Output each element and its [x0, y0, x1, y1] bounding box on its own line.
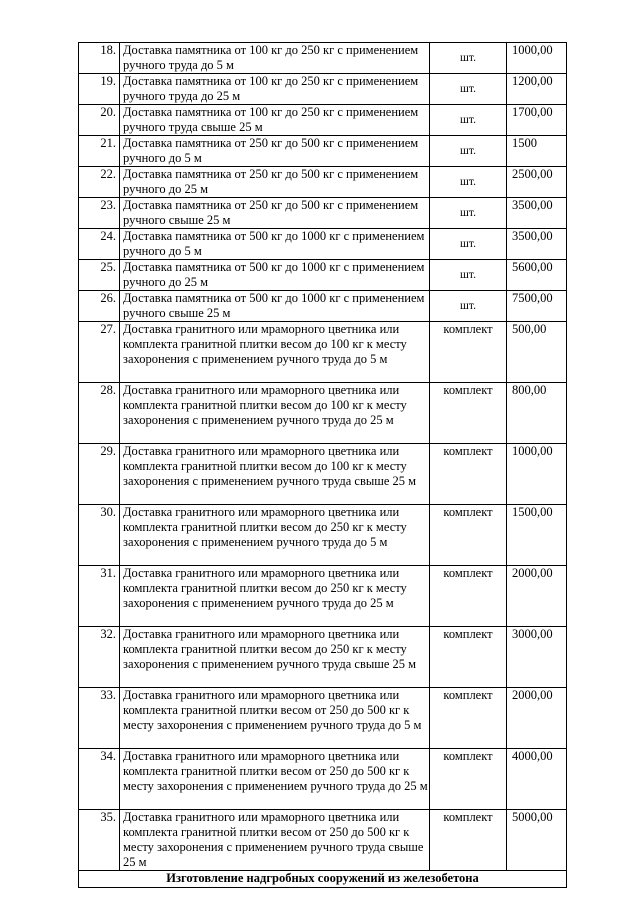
row-number: 34. — [79, 749, 120, 810]
row-description: Доставка памятника от 500 кг до 1000 кг с применением ручного до 25 м — [120, 260, 430, 291]
row-number: 22. — [79, 167, 120, 198]
row-number: 18. — [79, 43, 120, 74]
row-unit: комплект — [430, 566, 507, 627]
table-row — [79, 688, 567, 749]
row-description: Доставка гранитного или мраморного цветника или комплекта гранитной плитки весом до 250 кг к месту захоронения с применением ручного труда до 5 м — [120, 505, 430, 566]
row-unit: шт. — [430, 136, 507, 167]
row-description: Доставка памятника от 250 кг до 500 кг с применением ручного до 5 м — [120, 136, 430, 167]
row-unit: комплект — [430, 627, 507, 688]
table-row — [79, 749, 567, 810]
table-row — [79, 383, 567, 444]
table-row — [79, 291, 567, 322]
row-price: 5600,00 — [507, 260, 567, 291]
row-description: Доставка памятника от 500 кг до 1000 кг с применением ручного свыше 25 м — [120, 291, 430, 322]
row-unit: шт. — [430, 74, 507, 105]
row-price: 2000,00 — [507, 566, 567, 627]
table-row — [79, 566, 567, 627]
row-description: Доставка гранитного или мраморного цветника или комплекта гранитной плитки весом до 250 кг к месту захоронения с применением ручного труда до 25 м — [120, 566, 430, 627]
row-number: 21. — [79, 136, 120, 167]
row-number: 28. — [79, 383, 120, 444]
row-price: 1200,00 — [507, 74, 567, 105]
row-price: 3000,00 — [507, 627, 567, 688]
row-price: 800,00 — [507, 383, 567, 444]
row-unit: комплект — [430, 383, 507, 444]
row-unit: шт. — [430, 105, 507, 136]
row-number: 35. — [79, 810, 120, 871]
row-unit: комплект — [430, 810, 507, 871]
row-price: 500,00 — [507, 322, 567, 383]
table-row — [79, 167, 567, 198]
row-price: 1500,00 — [507, 505, 567, 566]
table-row — [79, 105, 567, 136]
row-description: Доставка памятника от 100 кг до 250 кг с применением ручного труда свыше 25 м — [120, 105, 430, 136]
row-description: Доставка гранитного или мраморного цветника или комплекта гранитной плитки весом до 250 кг к месту захоронения с применением ручного труда свыше 25 м — [120, 627, 430, 688]
row-number: 31. — [79, 566, 120, 627]
row-price: 7500,00 — [507, 291, 567, 322]
row-unit: шт. — [430, 198, 507, 229]
row-description: Доставка памятника от 250 кг до 500 кг с применением ручного до 25 м — [120, 167, 430, 198]
section-heading: Изготовление надгробных сооружений из железобетона — [79, 871, 567, 888]
table-row — [79, 43, 567, 74]
row-description: Доставка гранитного или мраморного цветника или комплекта гранитной плитки весом до 100 кг к месту захоронения с применением ручного труда до 25 м — [120, 383, 430, 444]
table-row — [79, 74, 567, 105]
row-number: 19. — [79, 74, 120, 105]
section-heading-row — [79, 871, 567, 888]
row-description: Доставка гранитного или мраморного цветника или комплекта гранитной плитки весом от 250 до 500 кг к месту захоронения с применением ручного труда свыше 25 м — [120, 810, 430, 871]
row-price: 2000,00 — [507, 688, 567, 749]
row-number: 29. — [79, 444, 120, 505]
row-price: 1000,00 — [507, 43, 567, 74]
row-number: 25. — [79, 260, 120, 291]
row-price: 5000,00 — [507, 810, 567, 871]
price-table-body — [79, 43, 567, 871]
row-unit: комплект — [430, 749, 507, 810]
row-number: 24. — [79, 229, 120, 260]
table-row — [79, 198, 567, 229]
table-row — [79, 136, 567, 167]
table-row — [79, 505, 567, 566]
row-price: 1000,00 — [507, 444, 567, 505]
row-number: 32. — [79, 627, 120, 688]
row-number: 33. — [79, 688, 120, 749]
row-description: Доставка памятника от 100 кг до 250 кг с применением ручного труда до 5 м — [120, 43, 430, 74]
row-unit: шт. — [430, 43, 507, 74]
table-row — [79, 627, 567, 688]
row-number: 20. — [79, 105, 120, 136]
row-price: 4000,00 — [507, 749, 567, 810]
row-number: 30. — [79, 505, 120, 566]
row-price: 3500,00 — [507, 229, 567, 260]
table-row — [79, 260, 567, 291]
row-unit: комплект — [430, 444, 507, 505]
row-unit: шт. — [430, 260, 507, 291]
table-row — [79, 229, 567, 260]
row-price: 2500,00 — [507, 167, 567, 198]
row-price: 3500,00 — [507, 198, 567, 229]
row-number: 23. — [79, 198, 120, 229]
row-unit: комплект — [430, 688, 507, 749]
row-unit: шт. — [430, 229, 507, 260]
row-description: Доставка гранитного или мраморного цветника или комплекта гранитной плитки весом от 250 до 500 кг к месту захоронения с применением ручного труда до 25 м — [120, 749, 430, 810]
table-row — [79, 444, 567, 505]
row-description: Доставка памятника от 500 кг до 1000 кг с применением ручного до 5 м — [120, 229, 430, 260]
row-number: 26. — [79, 291, 120, 322]
table-row — [79, 810, 567, 871]
row-description: Доставка памятника от 100 кг до 250 кг с применением ручного труда до 25 м — [120, 74, 430, 105]
row-description: Доставка памятника от 250 кг до 500 кг с применением ручного свыше 25 м — [120, 198, 430, 229]
row-price: 1500 — [507, 136, 567, 167]
row-description: Доставка гранитного или мраморного цветника или комплекта гранитной плитки весом до 100 кг к месту захоронения с применением ручного труда свыше 25 м — [120, 444, 430, 505]
row-unit: шт. — [430, 167, 507, 198]
row-unit: комплект — [430, 505, 507, 566]
row-unit: комплект — [430, 322, 507, 383]
row-description: Доставка гранитного или мраморного цветника или комплекта гранитной плитки весом до 100 кг к месту захоронения с применением ручного труда до 5 м — [120, 322, 430, 383]
row-unit: шт. — [430, 291, 507, 322]
row-number: 27. — [79, 322, 120, 383]
row-description: Доставка гранитного или мраморного цветника или комплекта гранитной плитки весом от 250 до 500 кг к месту захоронения с применением ручного труда до 5 м — [120, 688, 430, 749]
row-price: 1700,00 — [507, 105, 567, 136]
table-row — [79, 322, 567, 383]
price-table — [78, 42, 567, 888]
